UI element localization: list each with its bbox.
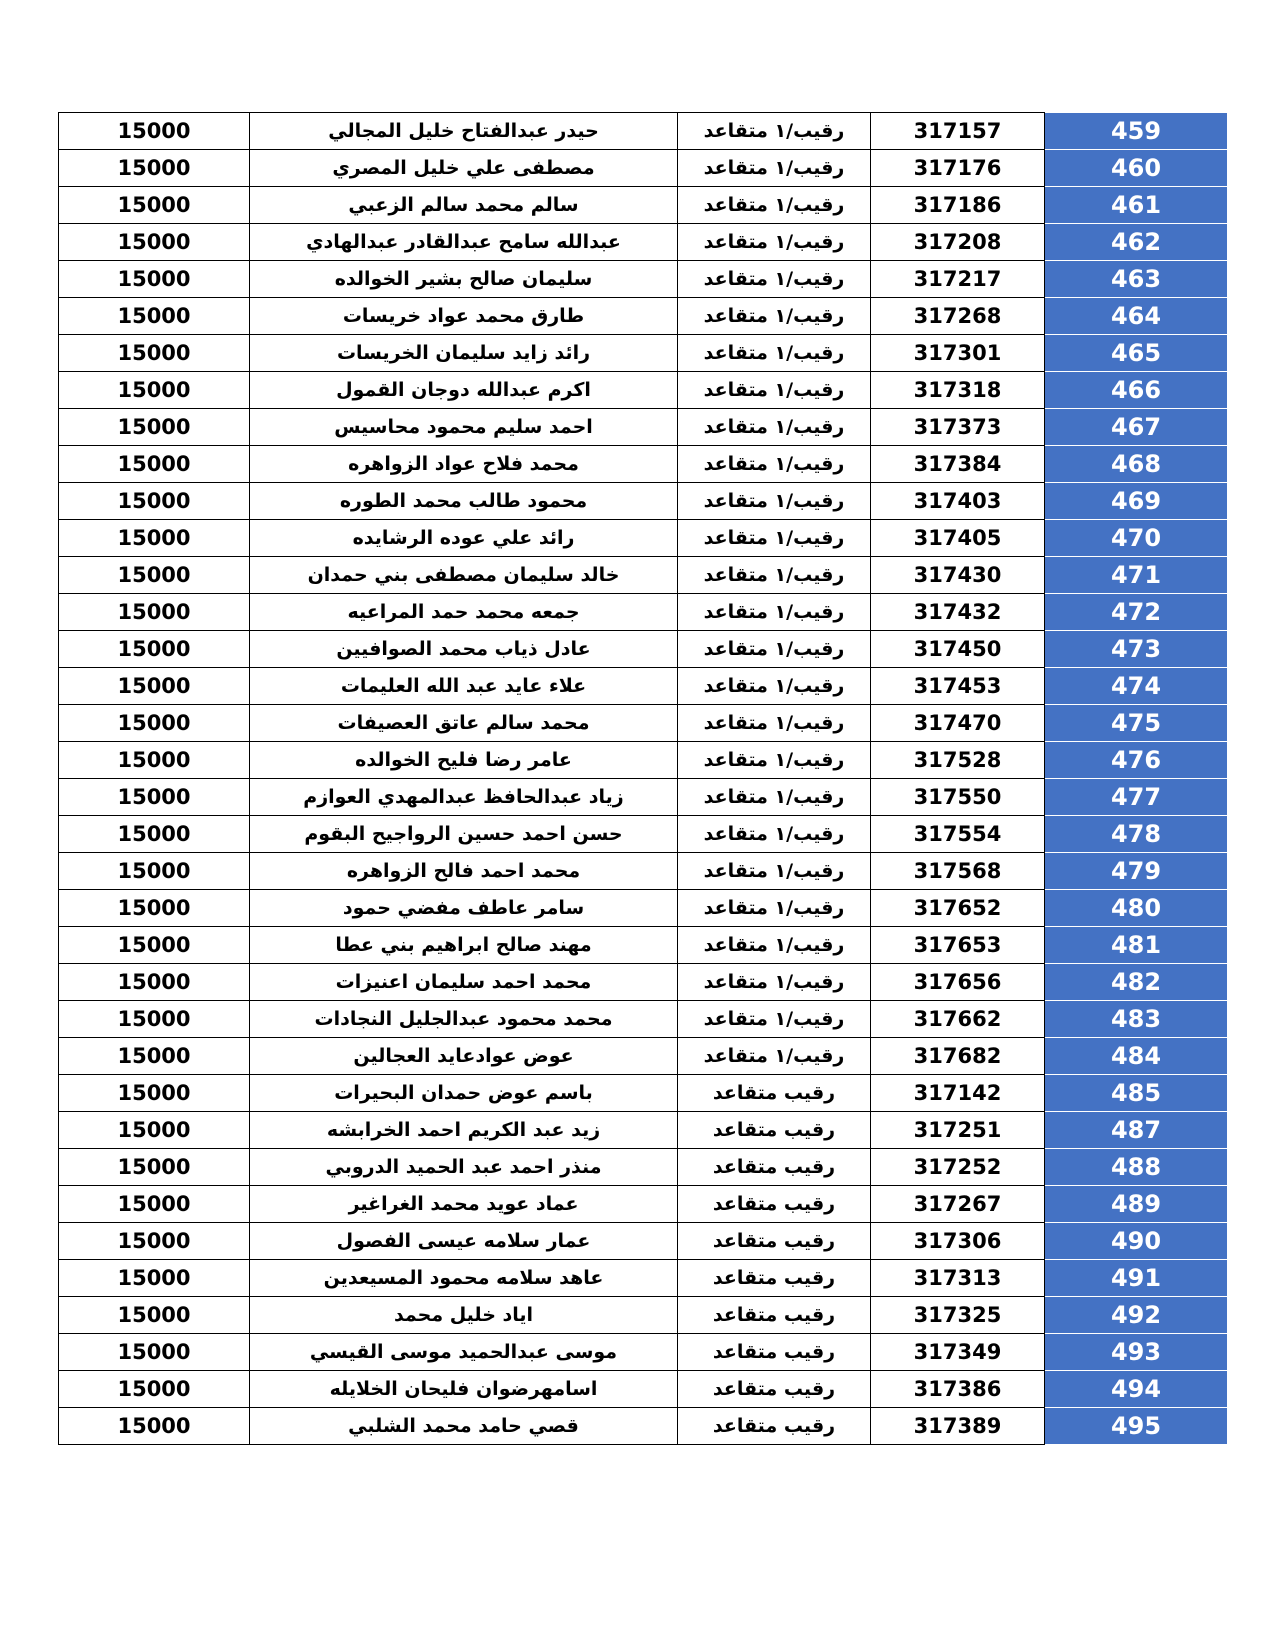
name-cell: خالد سليمان مصطفى بني حمدان xyxy=(250,557,678,594)
table-row xyxy=(59,150,1228,187)
amount-cell: 15000 xyxy=(59,298,250,335)
rank-cell: رقيب/١ متقاعد xyxy=(678,150,871,187)
sequence-number-cell: 465 xyxy=(1045,335,1228,372)
rank-cell: رقيب/١ متقاعد xyxy=(678,298,871,335)
id-number-cell: 317682 xyxy=(871,1038,1045,1075)
rank-cell: رقيب/١ متقاعد xyxy=(678,520,871,557)
amount-cell: 15000 xyxy=(59,668,250,705)
table-row xyxy=(59,1223,1228,1260)
amount-cell: 15000 xyxy=(59,890,250,927)
id-number-cell: 317568 xyxy=(871,853,1045,890)
sequence-number-cell: 478 xyxy=(1045,816,1228,853)
sequence-number-cell: 469 xyxy=(1045,483,1228,520)
name-cell: محمد فلاح عواد الزواهره xyxy=(250,446,678,483)
name-cell: باسم عوض حمدان البحيرات xyxy=(250,1075,678,1112)
id-number-cell: 317157 xyxy=(871,113,1045,150)
amount-cell: 15000 xyxy=(59,1260,250,1297)
sequence-number-cell: 479 xyxy=(1045,853,1228,890)
rank-cell: رقيب متقاعد xyxy=(678,1186,871,1223)
name-cell: قصي حامد محمد الشلبي xyxy=(250,1408,678,1445)
name-cell: عامر رضا فليح الخوالده xyxy=(250,742,678,779)
sequence-number-cell: 463 xyxy=(1045,261,1228,298)
table-row xyxy=(59,520,1228,557)
rank-cell: رقيب/١ متقاعد xyxy=(678,779,871,816)
amount-cell: 15000 xyxy=(59,1149,250,1186)
rank-cell: رقيب متقاعد xyxy=(678,1371,871,1408)
id-number-cell: 317656 xyxy=(871,964,1045,1001)
amount-cell: 15000 xyxy=(59,113,250,150)
name-cell: محمود طالب محمد الطوره xyxy=(250,483,678,520)
id-number-cell: 317373 xyxy=(871,409,1045,446)
id-number-cell: 317432 xyxy=(871,594,1045,631)
name-cell: عمار سلامه عيسى الفصول xyxy=(250,1223,678,1260)
amount-cell: 15000 xyxy=(59,742,250,779)
rank-cell: رقيب/١ متقاعد xyxy=(678,1038,871,1075)
amount-cell: 15000 xyxy=(59,927,250,964)
rank-cell: رقيب متقاعد xyxy=(678,1334,871,1371)
amount-cell: 15000 xyxy=(59,483,250,520)
amount-cell: 15000 xyxy=(59,816,250,853)
id-number-cell: 317313 xyxy=(871,1260,1045,1297)
table-row xyxy=(59,1075,1228,1112)
rank-cell: رقيب متقاعد xyxy=(678,1112,871,1149)
sequence-number-cell: 477 xyxy=(1045,779,1228,816)
name-cell: منذر احمد عبد الحميد الدروبي xyxy=(250,1149,678,1186)
id-number-cell: 317470 xyxy=(871,705,1045,742)
name-cell: طارق محمد عواد خريسات xyxy=(250,298,678,335)
id-number-cell: 317403 xyxy=(871,483,1045,520)
table-row xyxy=(59,483,1228,520)
sequence-number-cell: 488 xyxy=(1045,1149,1228,1186)
rank-cell: رقيب/١ متقاعد xyxy=(678,446,871,483)
table-row xyxy=(59,1001,1228,1038)
rank-cell: رقيب/١ متقاعد xyxy=(678,1001,871,1038)
name-cell: جمعه محمد حمد المراعيه xyxy=(250,594,678,631)
sequence-number-cell: 483 xyxy=(1045,1001,1228,1038)
sequence-number-cell: 489 xyxy=(1045,1186,1228,1223)
name-cell: عماد عويد محمد الغراغير xyxy=(250,1186,678,1223)
retirees-table xyxy=(58,112,1228,1445)
rank-cell: رقيب/١ متقاعد xyxy=(678,483,871,520)
table-row xyxy=(59,261,1228,298)
rank-cell: رقيب/١ متقاعد xyxy=(678,224,871,261)
id-number-cell: 317653 xyxy=(871,927,1045,964)
amount-cell: 15000 xyxy=(59,446,250,483)
name-cell: رائد زايد سليمان الخريسات xyxy=(250,335,678,372)
name-cell: سامر عاطف مفضي حمود xyxy=(250,890,678,927)
id-number-cell: 317325 xyxy=(871,1297,1045,1334)
sequence-number-cell: 471 xyxy=(1045,557,1228,594)
rank-cell: رقيب متقاعد xyxy=(678,1075,871,1112)
name-cell: اياد خليل محمد xyxy=(250,1297,678,1334)
amount-cell: 15000 xyxy=(59,1112,250,1149)
rank-cell: رقيب/١ متقاعد xyxy=(678,409,871,446)
amount-cell: 15000 xyxy=(59,1038,250,1075)
id-number-cell: 317349 xyxy=(871,1334,1045,1371)
id-number-cell: 317306 xyxy=(871,1223,1045,1260)
sequence-number-cell: 466 xyxy=(1045,372,1228,409)
sequence-number-cell: 467 xyxy=(1045,409,1228,446)
rank-cell: رقيب/١ متقاعد xyxy=(678,742,871,779)
amount-cell: 15000 xyxy=(59,1075,250,1112)
id-number-cell: 317389 xyxy=(871,1408,1045,1445)
amount-cell: 15000 xyxy=(59,224,250,261)
rank-cell: رقيب/١ متقاعد xyxy=(678,927,871,964)
name-cell: محمد احمد سليمان اعنيزات xyxy=(250,964,678,1001)
id-number-cell: 317554 xyxy=(871,816,1045,853)
table-row xyxy=(59,742,1228,779)
name-cell: سالم محمد سالم الزعبي xyxy=(250,187,678,224)
rank-cell: رقيب متقاعد xyxy=(678,1149,871,1186)
sequence-number-cell: 482 xyxy=(1045,964,1228,1001)
table-row xyxy=(59,557,1228,594)
name-cell: محمد محمود عبدالجليل النجادات xyxy=(250,1001,678,1038)
sequence-number-cell: 492 xyxy=(1045,1297,1228,1334)
amount-cell: 15000 xyxy=(59,261,250,298)
name-cell: سليمان صالح بشير الخوالده xyxy=(250,261,678,298)
name-cell: حسن احمد حسين الرواجيح البقوم xyxy=(250,816,678,853)
rank-cell: رقيب/١ متقاعد xyxy=(678,187,871,224)
sequence-number-cell: 461 xyxy=(1045,187,1228,224)
amount-cell: 15000 xyxy=(59,1371,250,1408)
id-number-cell: 317268 xyxy=(871,298,1045,335)
table-row xyxy=(59,964,1228,1001)
id-number-cell: 317208 xyxy=(871,224,1045,261)
table-row xyxy=(59,816,1228,853)
amount-cell: 15000 xyxy=(59,150,250,187)
id-number-cell: 317662 xyxy=(871,1001,1045,1038)
id-number-cell: 317652 xyxy=(871,890,1045,927)
amount-cell: 15000 xyxy=(59,1334,250,1371)
sequence-number-cell: 462 xyxy=(1045,224,1228,261)
table-row xyxy=(59,446,1228,483)
sequence-number-cell: 491 xyxy=(1045,1260,1228,1297)
name-cell: حيدر عبدالفتاح خليل المجالي xyxy=(250,113,678,150)
rank-cell: رقيب متقاعد xyxy=(678,1260,871,1297)
rank-cell: رقيب/١ متقاعد xyxy=(678,594,871,631)
rank-cell: رقيب/١ متقاعد xyxy=(678,335,871,372)
rank-cell: رقيب متقاعد xyxy=(678,1297,871,1334)
sequence-number-cell: 480 xyxy=(1045,890,1228,927)
name-cell: علاء عايد عبد الله العليمات xyxy=(250,668,678,705)
amount-cell: 15000 xyxy=(59,372,250,409)
sequence-number-cell: 473 xyxy=(1045,631,1228,668)
rank-cell: رقيب/١ متقاعد xyxy=(678,816,871,853)
sequence-number-cell: 474 xyxy=(1045,668,1228,705)
amount-cell: 15000 xyxy=(59,1408,250,1445)
table-row xyxy=(59,1112,1228,1149)
table-row xyxy=(59,594,1228,631)
id-number-cell: 317430 xyxy=(871,557,1045,594)
name-cell: عاهد سلامه محمود المسيعدين xyxy=(250,1260,678,1297)
sequence-number-cell: 487 xyxy=(1045,1112,1228,1149)
id-number-cell: 317252 xyxy=(871,1149,1045,1186)
id-number-cell: 317384 xyxy=(871,446,1045,483)
table-row xyxy=(59,409,1228,446)
table-row xyxy=(59,779,1228,816)
rank-cell: رقيب/١ متقاعد xyxy=(678,557,871,594)
sequence-number-cell: 490 xyxy=(1045,1223,1228,1260)
name-cell: عبدالله سامح عبدالقادر عبدالهادي xyxy=(250,224,678,261)
sequence-number-cell: 472 xyxy=(1045,594,1228,631)
id-number-cell: 317528 xyxy=(871,742,1045,779)
sequence-number-cell: 460 xyxy=(1045,150,1228,187)
rank-cell: رقيب متقاعد xyxy=(678,1408,871,1445)
id-number-cell: 317453 xyxy=(871,668,1045,705)
id-number-cell: 317186 xyxy=(871,187,1045,224)
name-cell: احمد سليم محمود محاسيس xyxy=(250,409,678,446)
amount-cell: 15000 xyxy=(59,631,250,668)
table-row xyxy=(59,668,1228,705)
rank-cell: رقيب/١ متقاعد xyxy=(678,705,871,742)
amount-cell: 15000 xyxy=(59,335,250,372)
amount-cell: 15000 xyxy=(59,1297,250,1334)
sequence-number-cell: 485 xyxy=(1045,1075,1228,1112)
rank-cell: رقيب/١ متقاعد xyxy=(678,113,871,150)
table-row xyxy=(59,927,1228,964)
sequence-number-cell: 468 xyxy=(1045,446,1228,483)
id-number-cell: 317217 xyxy=(871,261,1045,298)
rank-cell: رقيب/١ متقاعد xyxy=(678,890,871,927)
table-row xyxy=(59,224,1228,261)
name-cell: زياد عبدالحافظ عبدالمهدي العوازم xyxy=(250,779,678,816)
table-row xyxy=(59,298,1228,335)
name-cell: زيد عبد الكريم احمد الخرابشه xyxy=(250,1112,678,1149)
name-cell: مصطفى علي خليل المصري xyxy=(250,150,678,187)
amount-cell: 15000 xyxy=(59,705,250,742)
amount-cell: 15000 xyxy=(59,1223,250,1260)
rank-cell: رقيب/١ متقاعد xyxy=(678,668,871,705)
id-number-cell: 317267 xyxy=(871,1186,1045,1223)
sequence-number-cell: 459 xyxy=(1045,113,1228,150)
name-cell: عادل ذياب محمد الصوافيين xyxy=(250,631,678,668)
table-row xyxy=(59,1334,1228,1371)
name-cell: محمد سالم عاتق العصيفات xyxy=(250,705,678,742)
amount-cell: 15000 xyxy=(59,853,250,890)
table-row xyxy=(59,705,1228,742)
table-row xyxy=(59,335,1228,372)
name-cell: مهند صالح ابراهيم بني عطا xyxy=(250,927,678,964)
amount-cell: 15000 xyxy=(59,557,250,594)
table-row xyxy=(59,1038,1228,1075)
sequence-number-cell: 494 xyxy=(1045,1371,1228,1408)
table-row xyxy=(59,631,1228,668)
id-number-cell: 317450 xyxy=(871,631,1045,668)
table-row xyxy=(59,890,1228,927)
amount-cell: 15000 xyxy=(59,964,250,1001)
rank-cell: رقيب متقاعد xyxy=(678,1223,871,1260)
rank-cell: رقيب/١ متقاعد xyxy=(678,853,871,890)
sequence-number-cell: 484 xyxy=(1045,1038,1228,1075)
amount-cell: 15000 xyxy=(59,520,250,557)
id-number-cell: 317550 xyxy=(871,779,1045,816)
sequence-number-cell: 475 xyxy=(1045,705,1228,742)
amount-cell: 15000 xyxy=(59,1001,250,1038)
table-row xyxy=(59,113,1228,150)
rank-cell: رقيب/١ متقاعد xyxy=(678,372,871,409)
id-number-cell: 317301 xyxy=(871,335,1045,372)
table-row xyxy=(59,1186,1228,1223)
name-cell: محمد احمد فالح الزواهره xyxy=(250,853,678,890)
sequence-number-cell: 481 xyxy=(1045,927,1228,964)
table-row xyxy=(59,372,1228,409)
sequence-number-cell: 470 xyxy=(1045,520,1228,557)
table-row xyxy=(59,1149,1228,1186)
id-number-cell: 317251 xyxy=(871,1112,1045,1149)
id-number-cell: 317386 xyxy=(871,1371,1045,1408)
amount-cell: 15000 xyxy=(59,409,250,446)
table-row xyxy=(59,187,1228,224)
table-row xyxy=(59,853,1228,890)
table-row xyxy=(59,1297,1228,1334)
name-cell: اسامهرضوان فليحان الخلايله xyxy=(250,1371,678,1408)
id-number-cell: 317176 xyxy=(871,150,1045,187)
amount-cell: 15000 xyxy=(59,187,250,224)
name-cell: اكرم عبدالله دوجان القمول xyxy=(250,372,678,409)
table-body xyxy=(59,113,1228,1445)
sequence-number-cell: 495 xyxy=(1045,1408,1228,1445)
name-cell: عوض عوادعايد العجالين xyxy=(250,1038,678,1075)
amount-cell: 15000 xyxy=(59,779,250,816)
id-number-cell: 317318 xyxy=(871,372,1045,409)
table-row xyxy=(59,1408,1228,1445)
amount-cell: 15000 xyxy=(59,1186,250,1223)
id-number-cell: 317405 xyxy=(871,520,1045,557)
table-row xyxy=(59,1260,1228,1297)
name-cell: رائد علي عوده الرشايده xyxy=(250,520,678,557)
sequence-number-cell: 464 xyxy=(1045,298,1228,335)
table-row xyxy=(59,1371,1228,1408)
name-cell: موسى عبدالحميد موسى القيسي xyxy=(250,1334,678,1371)
id-number-cell: 317142 xyxy=(871,1075,1045,1112)
rank-cell: رقيب/١ متقاعد xyxy=(678,631,871,668)
rank-cell: رقيب/١ متقاعد xyxy=(678,964,871,1001)
sequence-number-cell: 476 xyxy=(1045,742,1228,779)
amount-cell: 15000 xyxy=(59,594,250,631)
sequence-number-cell: 493 xyxy=(1045,1334,1228,1371)
rank-cell: رقيب/١ متقاعد xyxy=(678,261,871,298)
